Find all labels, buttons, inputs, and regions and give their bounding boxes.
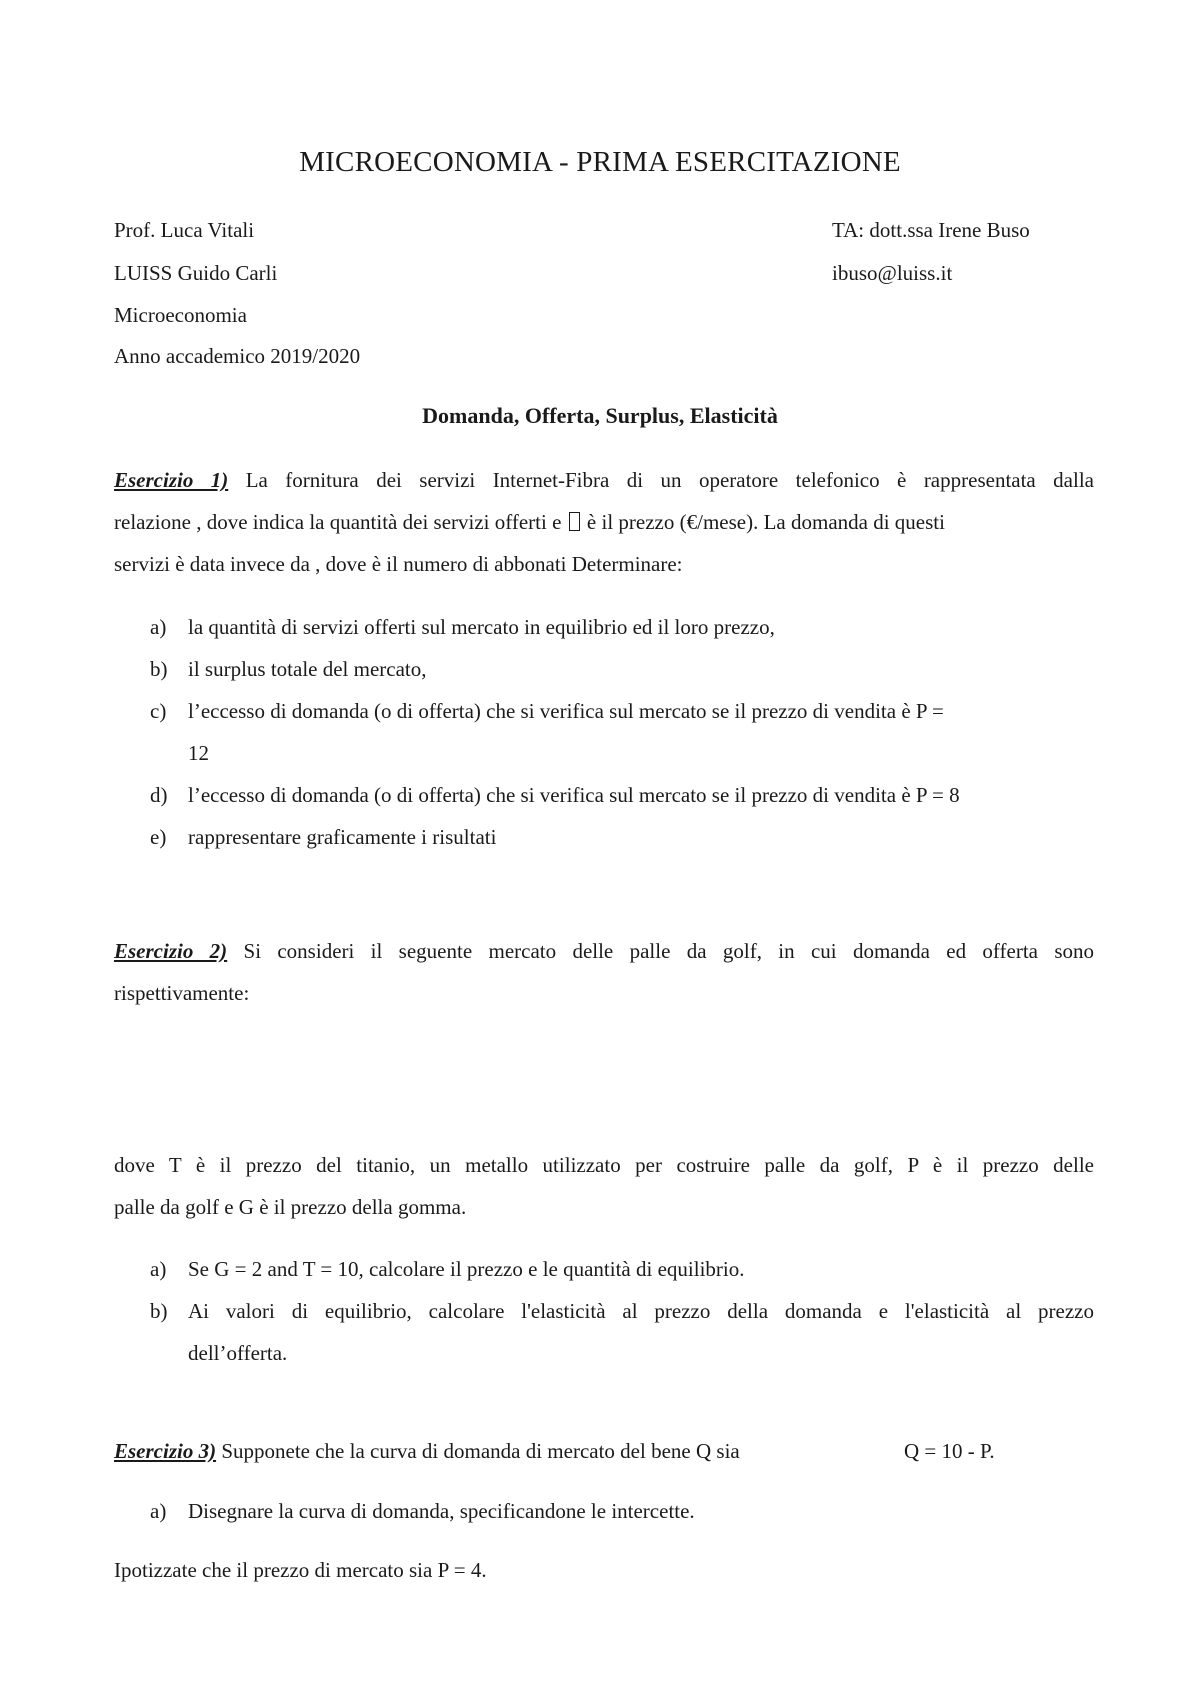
ex1-item-c-continued (150, 732, 1094, 774)
ex3-line-2: Ipotizzate che il prezzo di mercato sia P = 4. (114, 1558, 487, 1582)
ex1-label: Esercizio 1) (114, 468, 229, 492)
item-marker: e) (150, 825, 167, 849)
item-text: la quantità di servizi offerti sul mercato in equilibrio ed il loro prezzo, (188, 615, 775, 639)
ex3-item-a (150, 1490, 1094, 1532)
item-text: l’eccesso di domanda (o di offerta) che si verifica sul mercato se il prezzo di vendita è P = 8 (188, 783, 960, 807)
ta-email: ibuso@luiss.it (832, 261, 953, 285)
item-text: Ai valori di equilibrio, calcolare l'elasticità al prezzo della domanda e l'elasticità al prezzo (188, 1299, 1094, 1323)
ex1-item-b (150, 648, 1094, 690)
item-marker: c) (150, 699, 167, 723)
missing-glyph-icon (569, 512, 580, 531)
ex1-item-e (150, 816, 1094, 858)
item-marker: d) (150, 783, 168, 807)
ex2-line-1 (114, 930, 1094, 972)
ex2-label: Esercizio 2) (114, 939, 228, 963)
ex1-item-a (150, 606, 1094, 648)
item-marker: b) (150, 657, 168, 681)
item-marker: a) (150, 1257, 167, 1281)
item-text: l’eccesso di domanda (o di offerta) che si verifica sul mercato se il prezzo di vendita è P = (188, 699, 944, 723)
university-name: LUISS Guido Carli (114, 261, 278, 285)
ex2-item-b (150, 1290, 1094, 1332)
item-marker: a) (150, 615, 167, 639)
item-text: Se G = 2 and T = 10, calcolare il prezzo e le quantità di equilibrio. (188, 1257, 745, 1281)
ex1-line-1 (114, 459, 1094, 501)
item-text: il surplus totale del mercato, (188, 657, 427, 681)
course-name: Microeconomia (114, 303, 247, 327)
ex3-equation: Q = 10 - P. (904, 1439, 995, 1463)
ex1-line-2 (114, 501, 1094, 543)
item-text: dell’offerta. (188, 1341, 288, 1365)
ex1-item-d (150, 774, 1094, 816)
ex1-line-3: servizi è data invece da , dove è il numero di abbonati Determinare: (114, 552, 683, 576)
ex3-text-1: Supponete che la curva di domanda di mercato del bene Q sia (221, 1439, 740, 1463)
document-title: MICROECONOMIA - PRIMA ESERCITAZIONE (299, 146, 901, 178)
ex2-item-a (150, 1248, 1094, 1290)
ex1-text-1: La fornitura dei servizi Internet-Fibra di un operatore telefonico è rappresentata dalla (245, 468, 1094, 492)
section-subtitle: Domanda, Offerta, Surplus, Elasticità (422, 403, 778, 428)
ex2-line-2: rispettivamente: (114, 981, 250, 1005)
ex1-text-2b: è il prezzo (€/mese). La domanda di questi (586, 510, 945, 534)
academic-year: Anno accademico 2019/2020 (114, 344, 361, 368)
ta-name: TA: dott.ssa Irene Buso (832, 218, 1030, 242)
ex2-text-1: Si consideri il seguente mercato delle palle da golf, in cui domanda ed offerta sono (243, 939, 1095, 963)
item-text: rappresentare graficamente i risultati (188, 825, 497, 849)
item-text: Disegnare la curva di domanda, specificandone le intercette. (188, 1499, 695, 1523)
ex2-item-b-continued (150, 1332, 1094, 1374)
item-marker: a) (150, 1499, 167, 1523)
ex2-line-4: palle da golf e G è il prezzo della gomma. (114, 1195, 467, 1219)
professor-name: Prof. Luca Vitali (114, 218, 255, 242)
ex1-text-2a: relazione , dove indica la quantità dei servizi offerti e (114, 510, 562, 534)
item-marker: b) (150, 1299, 168, 1323)
ex1-item-c (150, 690, 1094, 732)
ex3-label: Esercizio 3) (114, 1439, 217, 1463)
ex2-line-3: dove T è il prezzo del titanio, un metallo utilizzato per costruire palle da golf, P è il prezzo delle (114, 1153, 1094, 1177)
item-text: 12 (188, 741, 209, 765)
